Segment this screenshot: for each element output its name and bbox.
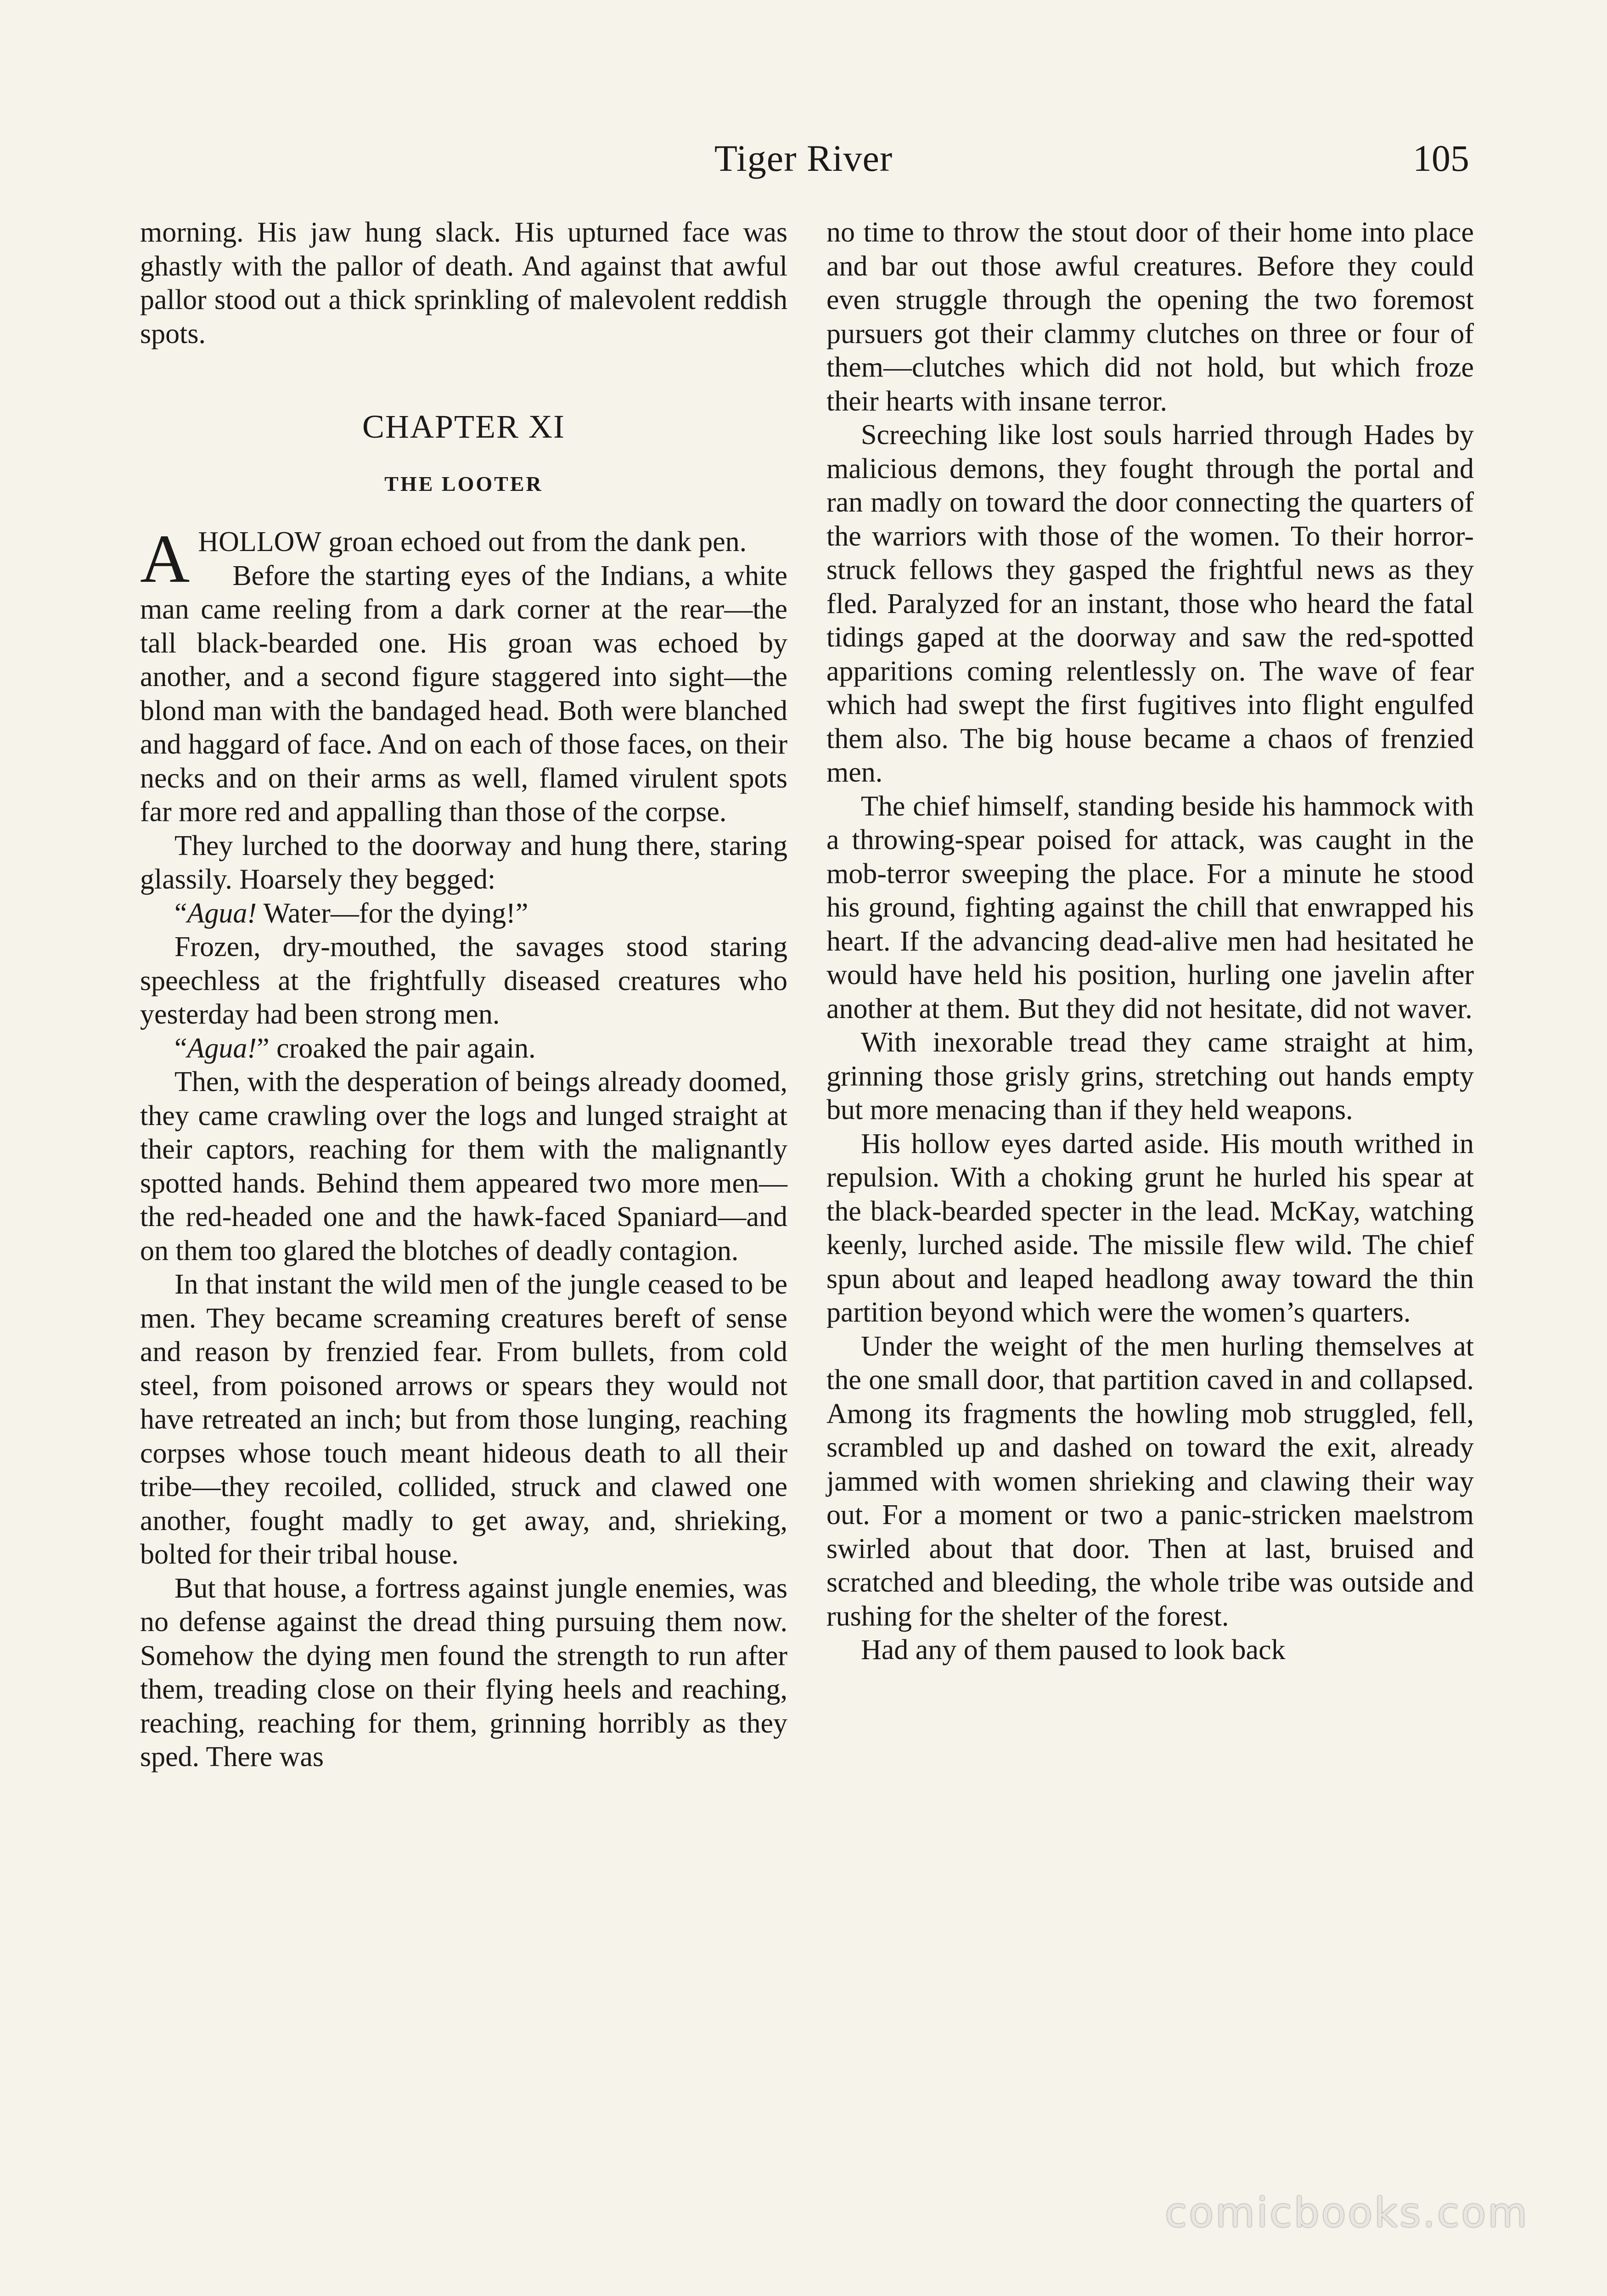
paragraph: Under the weight of the men hurling themselves at the one small door, that partition caved in and collapsed. Among its fragments the howling mob struggled, fell, scrambled up and dashed on toward the exit, already jammed with women shrieking and clawing their way out. For a moment or two a panic-stricken maelstrom swirled about that door. Then at last, bruised and scratched and bleeding, the whole tribe was outside and rushing for the shelter of the forest. bbox=[826, 1330, 1474, 1632]
italic-word: Agua! bbox=[187, 897, 257, 929]
running-head bbox=[138, 133, 1469, 184]
paragraph: The chief himself, standing beside his hammock with a throwing-spear poised for attack, was caught in the mob-terror sweeping the place. For a minute he stood his ground, fighting against the chill that enwrapped his heart. If the advancing dead-alive men had hesitated he would have held his position, hurling one javelin after another at them. But they did not hesitate, did not waver. bbox=[826, 790, 1474, 1024]
open-quote: “ bbox=[174, 897, 187, 929]
dialogue-line bbox=[140, 897, 787, 931]
paragraph: Had any of them paused to look back bbox=[861, 1634, 1286, 1666]
paragraph: They lurched to the doorway and hung there, staring glassily. Hoarsely they begged: bbox=[140, 830, 787, 895]
paragraph: With inexorable tread they came straight at him, grinning those grisly grins, stretching out hands empty but more menacing than if they held weapons. bbox=[826, 1027, 1474, 1125]
right-column bbox=[826, 216, 1474, 1667]
paragraph: Screeching like lost souls harried through Hades by malicious demons, they fought through the portal and ran madly on toward the door connecting the quarters of the warriors with those of the women. To their horror-struck fellows they gasped the frightful news as they fled. Paralyzed for an instant, those who heard the fatal tidings gaped at the doorway and saw the red-spotted apparitions coming relentlessly on. The wave of fear which had swept the first fugitives into flight engulfed them also. The big house became a chaos of frenzied men. bbox=[826, 419, 1474, 788]
paragraph: His hollow eyes darted aside. His mouth writhed in repulsion. With a choking grunt he hurled his spear at the black-bearded specter in the lead. McKay, watching keenly, lurched aside. The missile flew wild. The chief spun about and leaped headlong away toward the thin partition beyond which were the women’s quarters. bbox=[826, 1128, 1474, 1328]
paragraph: Frozen, dry-mouthed, the savages stood staring speechless at the frightfully diseased creatures who yesterday had been strong men. bbox=[140, 931, 787, 1030]
opening-smallcaps: HOLLOW bbox=[198, 526, 321, 557]
open-quote: “ bbox=[174, 1032, 187, 1064]
left-column bbox=[140, 216, 787, 1774]
opening-text: groan echoed out from the dank pen. bbox=[321, 526, 747, 557]
italic-word: Agua! bbox=[187, 1032, 257, 1064]
watermark: comicbooks.com bbox=[1164, 2189, 1529, 2236]
chapter-heading: CHAPTER XI bbox=[362, 408, 565, 445]
chapter-subtitle: THE LOOTER bbox=[384, 472, 543, 495]
dialogue-line bbox=[140, 1032, 787, 1066]
paragraph: Before the starting eyes of the Indians, a white man came reeling from a dark corner at the rear—the tall black-bearded one. His groan was echoed by another, and a second figure staggered into sight—the blond man with the bandaged head. Both were blanched and haggard of face. And on each of those faces, on their necks and on their arms as well, flamed virulent spots far more red and appalling than those of the corpse. bbox=[140, 560, 787, 827]
paragraph: But that house, a fortress against jungle enemies, was no defense against the dread thing pursuing them now. Somehow the dying men found the strength to run after them, treading close on their flying heels and reaching, reaching, reaching for them, grinning horribly as they sped. There was bbox=[140, 1572, 787, 1773]
dialogue-rest: ” croaked the pair again. bbox=[257, 1032, 536, 1064]
paragraph: In that instant the wild men of the jungle ceased to be men. They became screaming creatures bereft of sense and reason by frenzied fear. From bullets, from cold steel, from poisoned arrows or spears they would not have retreated an inch; but from those lunging, reaching corpses whose touch meant hideous death to all their tribe—they recoiled, collided, struck and clawed one another, fought madly to get away, and, shrieking, bolted for their tribal house. bbox=[140, 1269, 787, 1570]
page-number: 105 bbox=[1413, 137, 1469, 179]
dialogue-rest: Water—for the dying!” bbox=[257, 897, 528, 929]
drop-cap: A bbox=[140, 521, 190, 597]
continued-paragraph: morning. His jaw hung slack. His upturned face was ghastly with the pallor of death. And against that awful pallor stood out a thick sprinkling of malevolent reddish spots. bbox=[140, 217, 787, 349]
continued-paragraph: no time to throw the stout door of their home into place and bar out those awful creatures. Before they could even struggle through the opening the two foremost pursuers got their clammy clutches on three or four of them—clutches which did not hold, but which froze their hearts with insane terror. bbox=[826, 217, 1474, 417]
paragraph: Then, with the desperation of beings already doomed, they came crawling over the logs and lunged straight at their captors, reaching for them with the malignantly spotted hands. Behind them appeared two more men—the red-headed one and the hawk-faced Spaniard—and on them too glared the blotches of deadly contagion. bbox=[140, 1066, 787, 1266]
opening-paragraph bbox=[140, 521, 787, 597]
running-title: Tiger River bbox=[714, 137, 893, 179]
